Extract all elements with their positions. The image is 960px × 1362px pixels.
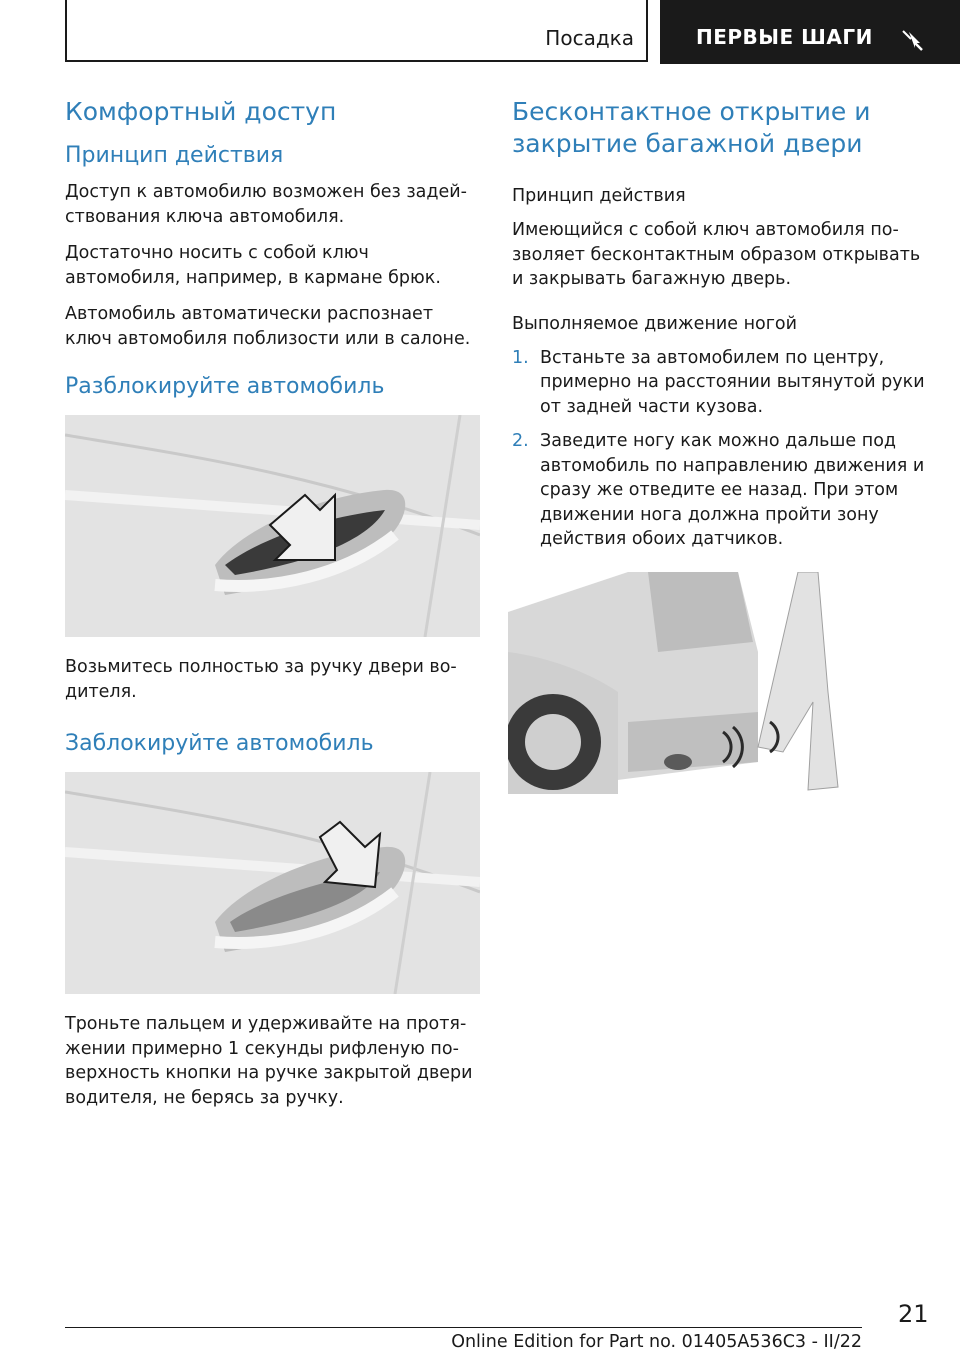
header-section-label: Посадка — [545, 26, 634, 50]
principle-heading: Принцип действия — [65, 143, 284, 168]
door-handle-unlock-image — [65, 415, 480, 637]
step-text: Заведите ногу как можно дальше под автомобиль по направлению движения и сразу же отведите ее назад. При этом движении нога должна пройти зону действия обоих датчиков. — [540, 431, 925, 549]
hands-free-tailgate-title: Бесконтактное открытие и закрытие багажной двери — [512, 97, 871, 158]
paragraph-1: Доступ к автомобилю возможен без задей-ствования ключа автомобиля. — [65, 182, 467, 227]
comfort-access-title: Комфортный доступ — [65, 97, 337, 126]
step-text: Встаньте за автомобилем по центру, примерно на расстоянии вытянутой руки от задней части кузова. — [540, 347, 925, 417]
right-paragraph-1: Имеющийся с собой ключ автомобиля по-зволяет бесконтактным образом открывать и закрывать багажную дверь. — [512, 220, 921, 289]
header-chapter-label: ПЕРВЫЕ ШАГИ — [696, 25, 873, 49]
left-column — [65, 96, 485, 1122]
lock-caption: Троньте пальцем и удерживайте на протя-жении примерно 1 секунды рифленую по-верхность кнопки на ручке закрытой двери водителя, не берясь за ручку. — [65, 1014, 473, 1108]
step-number: 2. — [512, 431, 529, 451]
unlock-caption: Возьмитесь полностью за ручку двери во-дителя. — [65, 657, 457, 702]
list-item — [512, 429, 932, 552]
header-section-tab — [65, 0, 648, 62]
footer-edition: Online Edition for Part no. 01405A536C3 - II/22 — [451, 1332, 862, 1352]
list-item — [512, 346, 932, 420]
steps-list — [512, 346, 932, 552]
right-column — [512, 96, 932, 794]
door-handle-lock-image — [65, 772, 480, 994]
lock-heading: Заблокируйте автомобиль — [65, 731, 374, 756]
movement-heading: Выполняемое движение ногой — [512, 313, 798, 334]
right-principle-heading: Принцип действия — [512, 186, 686, 206]
footer-divider — [65, 1327, 862, 1328]
tailgate-foot-gesture-image — [508, 572, 846, 794]
paragraph-3: Автомобиль автоматически распознает ключ автомобиля поблизости или в салоне. — [65, 304, 471, 349]
step-number: 1. — [512, 347, 529, 368]
first-steps-icon — [900, 28, 926, 54]
unlock-heading: Разблокируйте автомобиль — [65, 374, 385, 399]
page-number: 21 — [898, 1300, 929, 1328]
header-chapter-tab — [660, 0, 960, 64]
paragraph-2: Достаточно носить с собой ключ автомобиля, например, в кармане брюк. — [65, 243, 441, 288]
